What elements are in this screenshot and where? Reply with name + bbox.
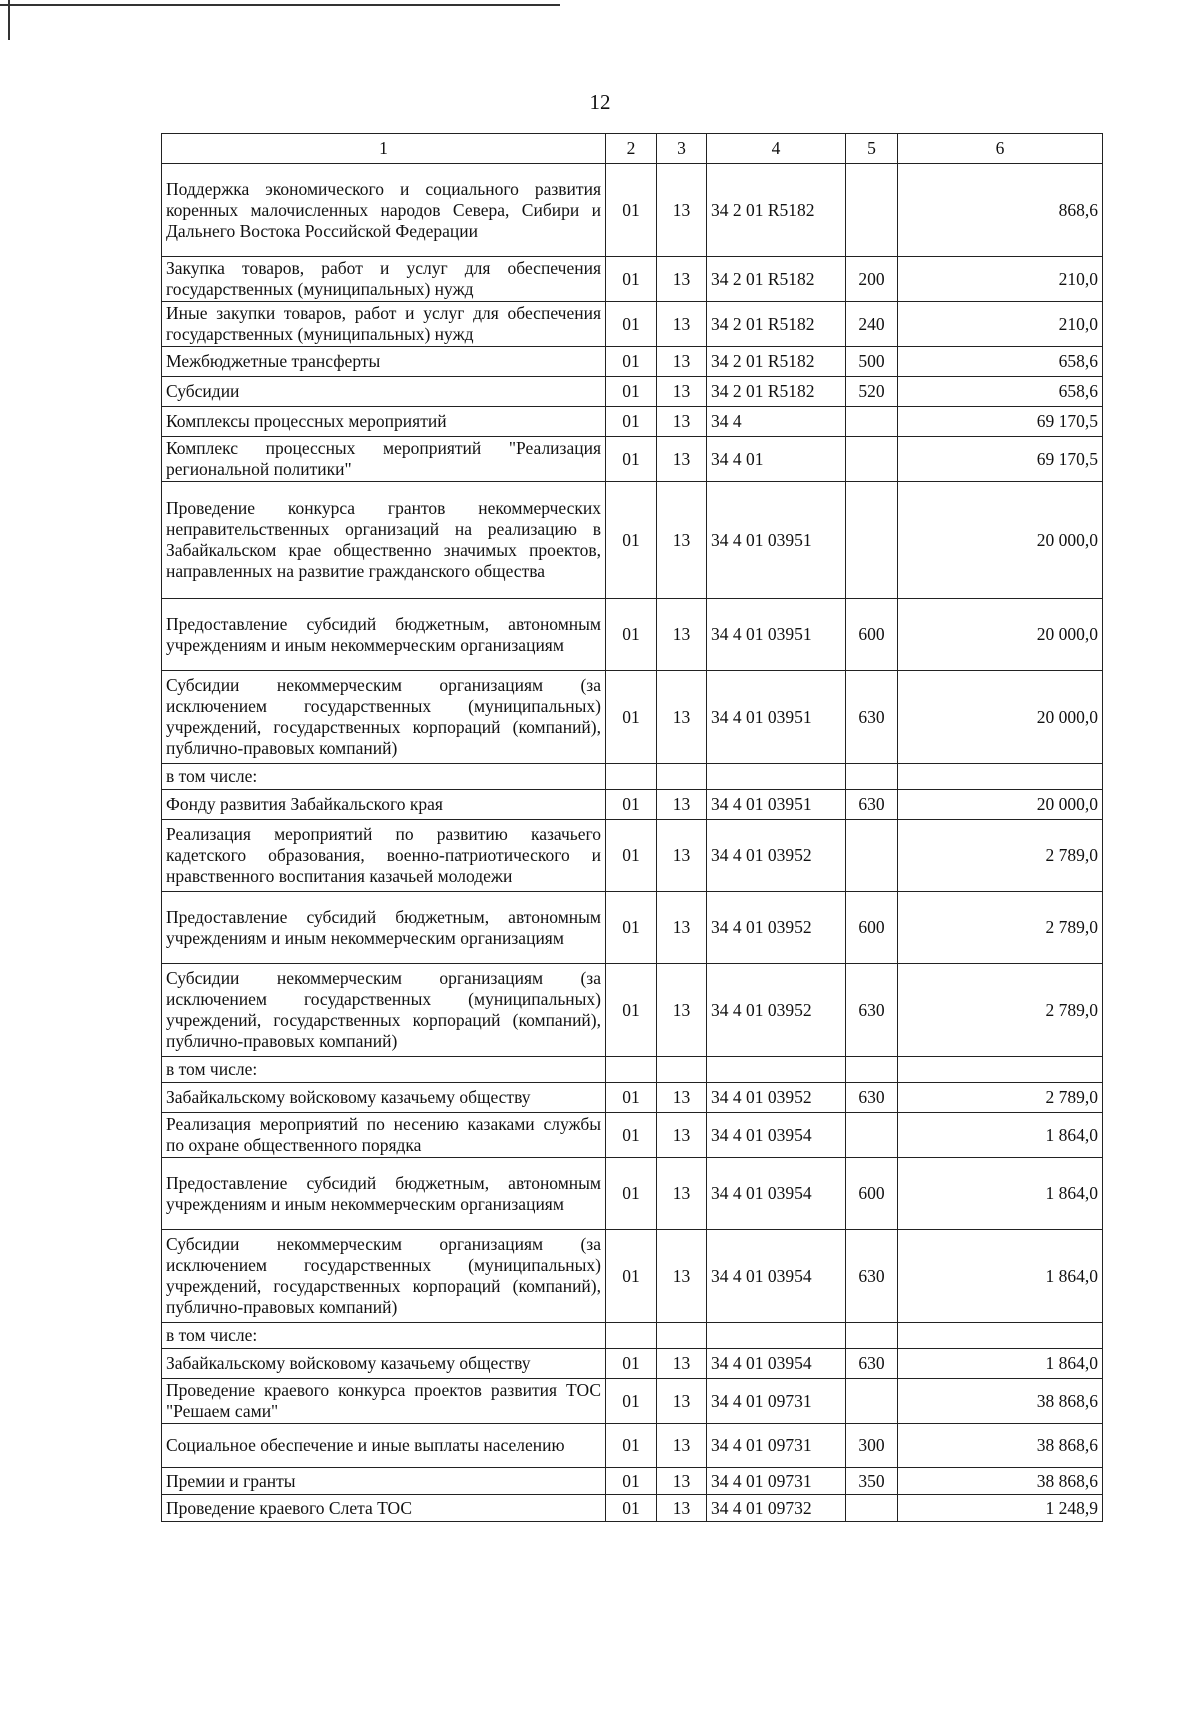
section-code: 01 xyxy=(606,377,657,407)
header-cell: 2 xyxy=(606,134,657,164)
expense-type-code: 600 xyxy=(846,599,898,671)
subsection-code: 13 xyxy=(657,164,707,257)
expense-type-code: 630 xyxy=(846,964,898,1057)
amount-value: 20 000,0 xyxy=(898,790,1103,820)
row-description: Субсидии некоммерческим организациям (за исключением государственных (муниципальных) учреждений, государственных корпораций (компаний), публично-правовых компаний) xyxy=(162,964,606,1057)
scan-top-edge xyxy=(0,4,560,6)
header-cell: 3 xyxy=(657,134,707,164)
expense-type-code: 520 xyxy=(846,377,898,407)
amount-value xyxy=(898,1057,1103,1083)
row-description: Комплексы процессных мероприятий xyxy=(162,407,606,437)
expense-type-code xyxy=(846,164,898,257)
target-article-code: 34 4 01 03954 xyxy=(707,1230,846,1323)
table-row xyxy=(162,1495,1103,1522)
subsection-code: 13 xyxy=(657,1468,707,1495)
amount-value: 38 868,6 xyxy=(898,1468,1103,1495)
header-cell: 1 xyxy=(162,134,606,164)
expense-type-code: 630 xyxy=(846,671,898,764)
subsection-code: 13 xyxy=(657,407,707,437)
section-code xyxy=(606,764,657,790)
expense-type-code: 630 xyxy=(846,790,898,820)
table-row xyxy=(162,1424,1103,1468)
amount-value: 20 000,0 xyxy=(898,599,1103,671)
subsection-code xyxy=(657,1323,707,1349)
target-article-code: 34 4 01 03952 xyxy=(707,1083,846,1113)
amount-value: 1 864,0 xyxy=(898,1158,1103,1230)
table-row xyxy=(162,407,1103,437)
subsection-code: 13 xyxy=(657,1083,707,1113)
amount-value: 38 868,6 xyxy=(898,1424,1103,1468)
subsection-code: 13 xyxy=(657,671,707,764)
target-article-code: 34 2 01 R5182 xyxy=(707,377,846,407)
section-code: 01 xyxy=(606,671,657,764)
target-article-code xyxy=(707,1057,846,1083)
section-code: 01 xyxy=(606,1349,657,1379)
target-article-code: 34 4 01 03954 xyxy=(707,1349,846,1379)
subsection-code: 13 xyxy=(657,820,707,892)
row-description: Предоставление субсидий бюджетным, автономным учреждениям и иным некоммерческим организациям xyxy=(162,1158,606,1230)
expense-type-code xyxy=(846,407,898,437)
table-row xyxy=(162,1057,1103,1083)
subsection-code xyxy=(657,1057,707,1083)
expense-type-code: 630 xyxy=(846,1083,898,1113)
expense-type-code: 630 xyxy=(846,1349,898,1379)
section-code: 01 xyxy=(606,790,657,820)
target-article-code: 34 4 01 03952 xyxy=(707,820,846,892)
row-description: Предоставление субсидий бюджетным, автономным учреждениям и иным некоммерческим организациям xyxy=(162,892,606,964)
table-row xyxy=(162,1323,1103,1349)
subsection-code: 13 xyxy=(657,257,707,302)
expense-type-code: 500 xyxy=(846,347,898,377)
section-code: 01 xyxy=(606,599,657,671)
amount-value: 69 170,5 xyxy=(898,407,1103,437)
row-description: Субсидии некоммерческим организациям (за исключением государственных (муниципальных) учреждений, государственных корпораций (компаний), публично-правовых компаний) xyxy=(162,671,606,764)
section-code: 01 xyxy=(606,1083,657,1113)
table-row xyxy=(162,347,1103,377)
subsection-code: 13 xyxy=(657,482,707,599)
section-code: 01 xyxy=(606,164,657,257)
row-description: Проведение краевого конкурса проектов развития ТОС "Решаем сами" xyxy=(162,1379,606,1424)
row-description: в том числе: xyxy=(162,764,606,790)
row-description: Премии и гранты xyxy=(162,1468,606,1495)
amount-value: 20 000,0 xyxy=(898,482,1103,599)
subsection-code: 13 xyxy=(657,1349,707,1379)
amount-value xyxy=(898,1323,1103,1349)
row-description: Забайкальскому войсковому казачьему обществу xyxy=(162,1083,606,1113)
section-code: 01 xyxy=(606,1379,657,1424)
subsection-code: 13 xyxy=(657,377,707,407)
section-code: 01 xyxy=(606,1495,657,1522)
table-row xyxy=(162,1230,1103,1323)
row-description: Субсидии некоммерческим организациям (за исключением государственных (муниципальных) учреждений, государственных корпораций (компаний), публично-правовых компаний) xyxy=(162,1230,606,1323)
row-description: Иные закупки товаров, работ и услуг для обеспечения государственных (муниципальных) нужд xyxy=(162,302,606,347)
expense-type-code xyxy=(846,1379,898,1424)
target-article-code: 34 4 01 03952 xyxy=(707,964,846,1057)
table-row xyxy=(162,1158,1103,1230)
row-description: Реализация мероприятий по развитию казачьего кадетского образования, военно-патриотического и нравственного воспитания казачьей молодежи xyxy=(162,820,606,892)
header-row xyxy=(162,134,1103,164)
budget-table xyxy=(161,133,1103,1522)
row-description: Субсидии xyxy=(162,377,606,407)
scan-left-edge xyxy=(8,0,10,40)
row-description: Реализация мероприятий по несению казаками службы по охране общественного порядка xyxy=(162,1113,606,1158)
section-code: 01 xyxy=(606,257,657,302)
subsection-code: 13 xyxy=(657,1230,707,1323)
target-article-code: 34 4 01 03951 xyxy=(707,790,846,820)
target-article-code: 34 4 01 03954 xyxy=(707,1158,846,1230)
row-description: Поддержка экономического и социального развития коренных малочисленных народов Севера, Сибири и Дальнего Востока Российской Федерации xyxy=(162,164,606,257)
target-article-code xyxy=(707,1323,846,1349)
table-row xyxy=(162,257,1103,302)
target-article-code: 34 4 01 03951 xyxy=(707,482,846,599)
row-description: Проведение конкурса грантов некоммерческих неправительственных организаций на реализацию в Забайкальском крае общественно значимых проектов, направленных на развитие гражданского общества xyxy=(162,482,606,599)
row-description: в том числе: xyxy=(162,1323,606,1349)
table-row xyxy=(162,1113,1103,1158)
target-article-code xyxy=(707,764,846,790)
expense-type-code xyxy=(846,1323,898,1349)
row-description: Социальное обеспечение и иные выплаты населению xyxy=(162,1424,606,1468)
section-code: 01 xyxy=(606,1230,657,1323)
page-number: 12 xyxy=(589,90,611,114)
target-article-code: 34 4 01 03952 xyxy=(707,892,846,964)
table-row xyxy=(162,437,1103,482)
target-article-code: 34 4 01 09731 xyxy=(707,1424,846,1468)
amount-value: 2 789,0 xyxy=(898,964,1103,1057)
table-row xyxy=(162,964,1103,1057)
target-article-code: 34 4 01 xyxy=(707,437,846,482)
target-article-code: 34 2 01 R5182 xyxy=(707,347,846,377)
expense-type-code xyxy=(846,1495,898,1522)
amount-value: 2 789,0 xyxy=(898,1083,1103,1113)
target-article-code: 34 2 01 R5182 xyxy=(707,257,846,302)
row-description: Межбюджетные трансферты xyxy=(162,347,606,377)
subsection-code: 13 xyxy=(657,302,707,347)
amount-value xyxy=(898,764,1103,790)
table-row xyxy=(162,790,1103,820)
row-description: Предоставление субсидий бюджетным, автономным учреждениям и иным некоммерческим организациям xyxy=(162,599,606,671)
expense-type-code: 600 xyxy=(846,892,898,964)
table-row xyxy=(162,671,1103,764)
row-description: Комплекс процессных мероприятий "Реализация региональной политики" xyxy=(162,437,606,482)
table-row xyxy=(162,892,1103,964)
amount-value: 38 868,6 xyxy=(898,1379,1103,1424)
table-row xyxy=(162,302,1103,347)
target-article-code: 34 4 01 09731 xyxy=(707,1379,846,1424)
row-description: Проведение краевого Слета ТОС xyxy=(162,1495,606,1522)
section-code: 01 xyxy=(606,892,657,964)
subsection-code: 13 xyxy=(657,1424,707,1468)
subsection-code: 13 xyxy=(657,1495,707,1522)
table-row xyxy=(162,820,1103,892)
subsection-code: 13 xyxy=(657,1158,707,1230)
target-article-code: 34 2 01 R5182 xyxy=(707,164,846,257)
table-row xyxy=(162,482,1103,599)
expense-type-code: 200 xyxy=(846,257,898,302)
subsection-code: 13 xyxy=(657,437,707,482)
expense-type-code: 350 xyxy=(846,1468,898,1495)
target-article-code: 34 4 01 03951 xyxy=(707,671,846,764)
amount-value: 868,6 xyxy=(898,164,1103,257)
table-row xyxy=(162,164,1103,257)
subsection-code: 13 xyxy=(657,892,707,964)
subsection-code: 13 xyxy=(657,347,707,377)
section-code: 01 xyxy=(606,437,657,482)
section-code: 01 xyxy=(606,820,657,892)
section-code xyxy=(606,1057,657,1083)
subsection-code: 13 xyxy=(657,1379,707,1424)
expense-type-code xyxy=(846,1113,898,1158)
amount-value: 658,6 xyxy=(898,377,1103,407)
target-article-code: 34 4 01 09732 xyxy=(707,1495,846,1522)
section-code: 01 xyxy=(606,1468,657,1495)
table-row xyxy=(162,377,1103,407)
amount-value: 20 000,0 xyxy=(898,671,1103,764)
expense-type-code xyxy=(846,764,898,790)
table-row xyxy=(162,1379,1103,1424)
target-article-code: 34 4 01 09731 xyxy=(707,1468,846,1495)
section-code: 01 xyxy=(606,1113,657,1158)
expense-type-code xyxy=(846,1057,898,1083)
amount-value: 210,0 xyxy=(898,302,1103,347)
section-code: 01 xyxy=(606,482,657,599)
table-row xyxy=(162,599,1103,671)
section-code: 01 xyxy=(606,1424,657,1468)
expense-type-code: 600 xyxy=(846,1158,898,1230)
amount-value: 1 864,0 xyxy=(898,1230,1103,1323)
target-article-code: 34 2 01 R5182 xyxy=(707,302,846,347)
expense-type-code: 240 xyxy=(846,302,898,347)
section-code xyxy=(606,1323,657,1349)
table-row xyxy=(162,764,1103,790)
row-description: Закупка товаров, работ и услуг для обеспечения государственных (муниципальных) нужд xyxy=(162,257,606,302)
row-description: Фонду развития Забайкальского края xyxy=(162,790,606,820)
expense-type-code xyxy=(846,437,898,482)
table-row xyxy=(162,1083,1103,1113)
header-cell: 4 xyxy=(707,134,846,164)
subsection-code: 13 xyxy=(657,790,707,820)
section-code: 01 xyxy=(606,302,657,347)
row-description: в том числе: xyxy=(162,1057,606,1083)
target-article-code: 34 4 01 03954 xyxy=(707,1113,846,1158)
amount-value: 658,6 xyxy=(898,347,1103,377)
expense-type-code xyxy=(846,820,898,892)
amount-value: 210,0 xyxy=(898,257,1103,302)
expense-type-code: 300 xyxy=(846,1424,898,1468)
section-code: 01 xyxy=(606,964,657,1057)
table-row xyxy=(162,1468,1103,1495)
subsection-code xyxy=(657,764,707,790)
target-article-code: 34 4 01 03951 xyxy=(707,599,846,671)
amount-value: 2 789,0 xyxy=(898,820,1103,892)
amount-value: 1 864,0 xyxy=(898,1349,1103,1379)
section-code: 01 xyxy=(606,347,657,377)
row-description: Забайкальскому войсковому казачьему обществу xyxy=(162,1349,606,1379)
section-code: 01 xyxy=(606,407,657,437)
subsection-code: 13 xyxy=(657,1113,707,1158)
amount-value: 1 864,0 xyxy=(898,1113,1103,1158)
header-cell: 5 xyxy=(846,134,898,164)
amount-value: 69 170,5 xyxy=(898,437,1103,482)
target-article-code: 34 4 xyxy=(707,407,846,437)
amount-value: 2 789,0 xyxy=(898,892,1103,964)
table-row xyxy=(162,1349,1103,1379)
subsection-code: 13 xyxy=(657,964,707,1057)
section-code: 01 xyxy=(606,1158,657,1230)
amount-value: 1 248,9 xyxy=(898,1495,1103,1522)
subsection-code: 13 xyxy=(657,599,707,671)
header-cell: 6 xyxy=(898,134,1103,164)
expense-type-code xyxy=(846,482,898,599)
expense-type-code: 630 xyxy=(846,1230,898,1323)
